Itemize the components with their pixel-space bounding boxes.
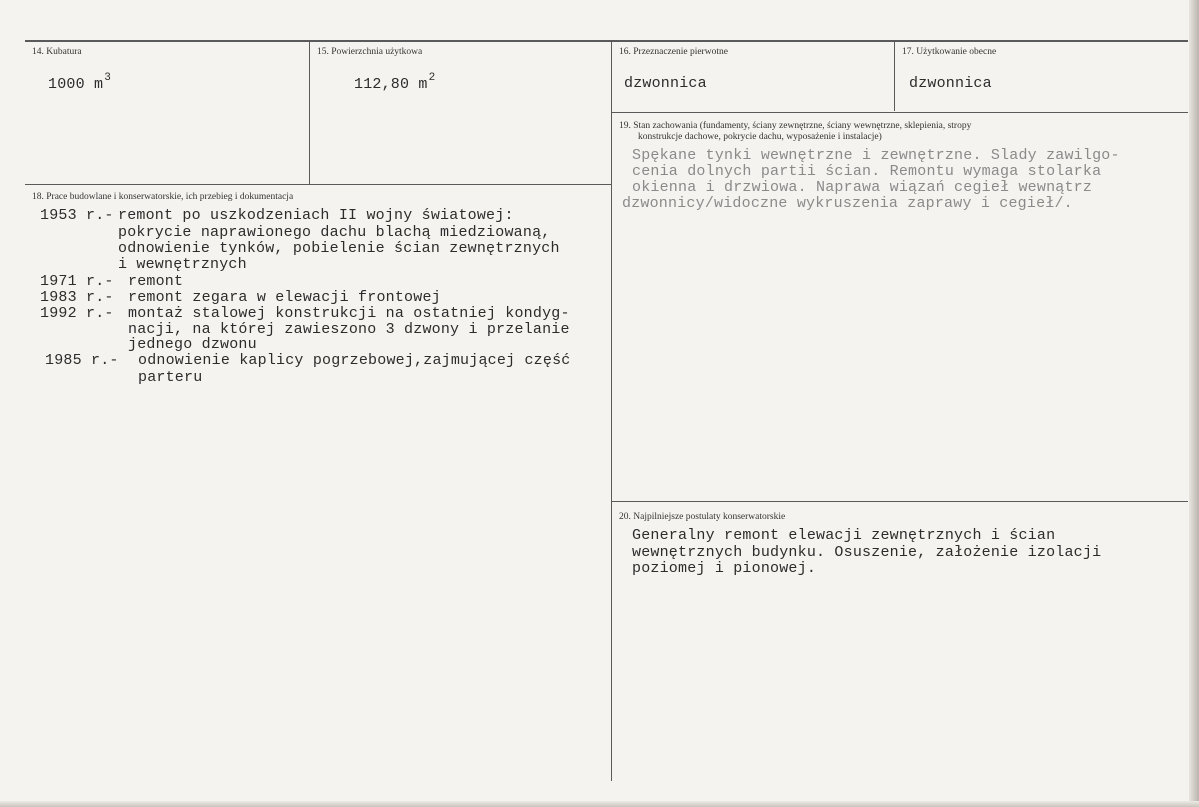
field-18-line: i wewnętrznych [118,256,247,273]
card-edge-shadow [1189,0,1199,807]
rule-above-20 [612,501,1188,502]
top-rule [25,40,1188,42]
field-18-year-1953: 1953 r.- [40,207,114,224]
card-bottom-shadow [0,801,1199,807]
divider-14-15 [309,41,310,185]
field-19-label: 19. Stan zachowania (fundamenty, ściany zewnętrzne, ściany wewnętrzne, sklepienia, stropy [619,121,972,131]
field-18-year-1985: 1985 r.- [45,352,119,369]
rule-under-14-15 [25,184,611,185]
field-18-year-1983: 1983 r.- [40,289,114,306]
field-18-year-1971: 1971 r.- [40,273,114,290]
field-20-line: poziomej i pionowej. [632,560,817,577]
center-divider [611,41,612,781]
field-17-label: 17. Użytkowanie obecne [902,47,997,57]
field-16-value: dzwonnica [624,75,707,92]
rule-under-16-17 [612,112,1188,113]
field-18-line: pokrycie naprawionego dachu blachą miedziowaną, [118,224,551,241]
divider-16-17 [894,41,895,111]
field-19-line: dzwonnicy/widoczne wykruszenia zaprawy i cegieł/. [622,195,1073,212]
field-18-line: remont [128,273,184,290]
field-14-label: 14. Kubatura [32,47,82,57]
field-18-line: jednego dzwonu [128,336,257,353]
field-18-label: 18. Prace budowlane i konserwatorskie, ich przebieg i dokumentacja [32,192,294,202]
field-18-line: montaż stalowej konstrukcji na ostatniej kondyg- [128,305,570,322]
field-15-value: 112,80 $m^2$ [354,72,436,93]
field-19-line: Spękane tynki wewnętrzne i zewnętrzne. Slady zawilgo- [632,147,1120,164]
field-19-label-cont: konstrukcje dachowe, pokrycie dachu, wyposażenie i instalacje) [638,132,882,142]
field-18-line: remont po uszkodzeniach II wojny światowej: [118,207,514,224]
field-18-line: parteru [138,369,203,386]
field-18-line: odnowienie tynków, pobielenie ścian zewnętrznych [118,240,560,257]
field-16-label: 16. Przeznaczenie pierwotne [619,47,728,57]
field-18-line: odnowienie kaplicy pogrzebowej,zajmującej część [138,352,571,369]
field-20-line: Generalny remont elewacji zewnętrznych i ścian [632,527,1056,544]
field-18-line: nacji, na której zawieszono 3 dzwony i przelanie [128,321,570,338]
field-19-line: okienna i drzwiowa. Naprawa wiązań cegieł wewnątrz [632,179,1093,196]
field-20-label: 20. Najpilniejsze postulaty konserwatorskie [619,512,786,522]
field-17-value: dzwonnica [909,75,992,92]
field-15-label: 15. Powierzchnia użytkowa [317,47,423,57]
field-18-line: remont zegara w elewacji frontowej [128,289,441,306]
field-18-year-1992: 1992 r.- [40,305,114,322]
field-19-line: cenia dolnych partii ścian. Remontu wymaga stolarka [632,163,1102,180]
field-14-value: 1000 $m^3$ [48,72,112,93]
field-20-line: wewnętrznych budynku. Osuszenie, założenie izolacji [632,544,1102,561]
